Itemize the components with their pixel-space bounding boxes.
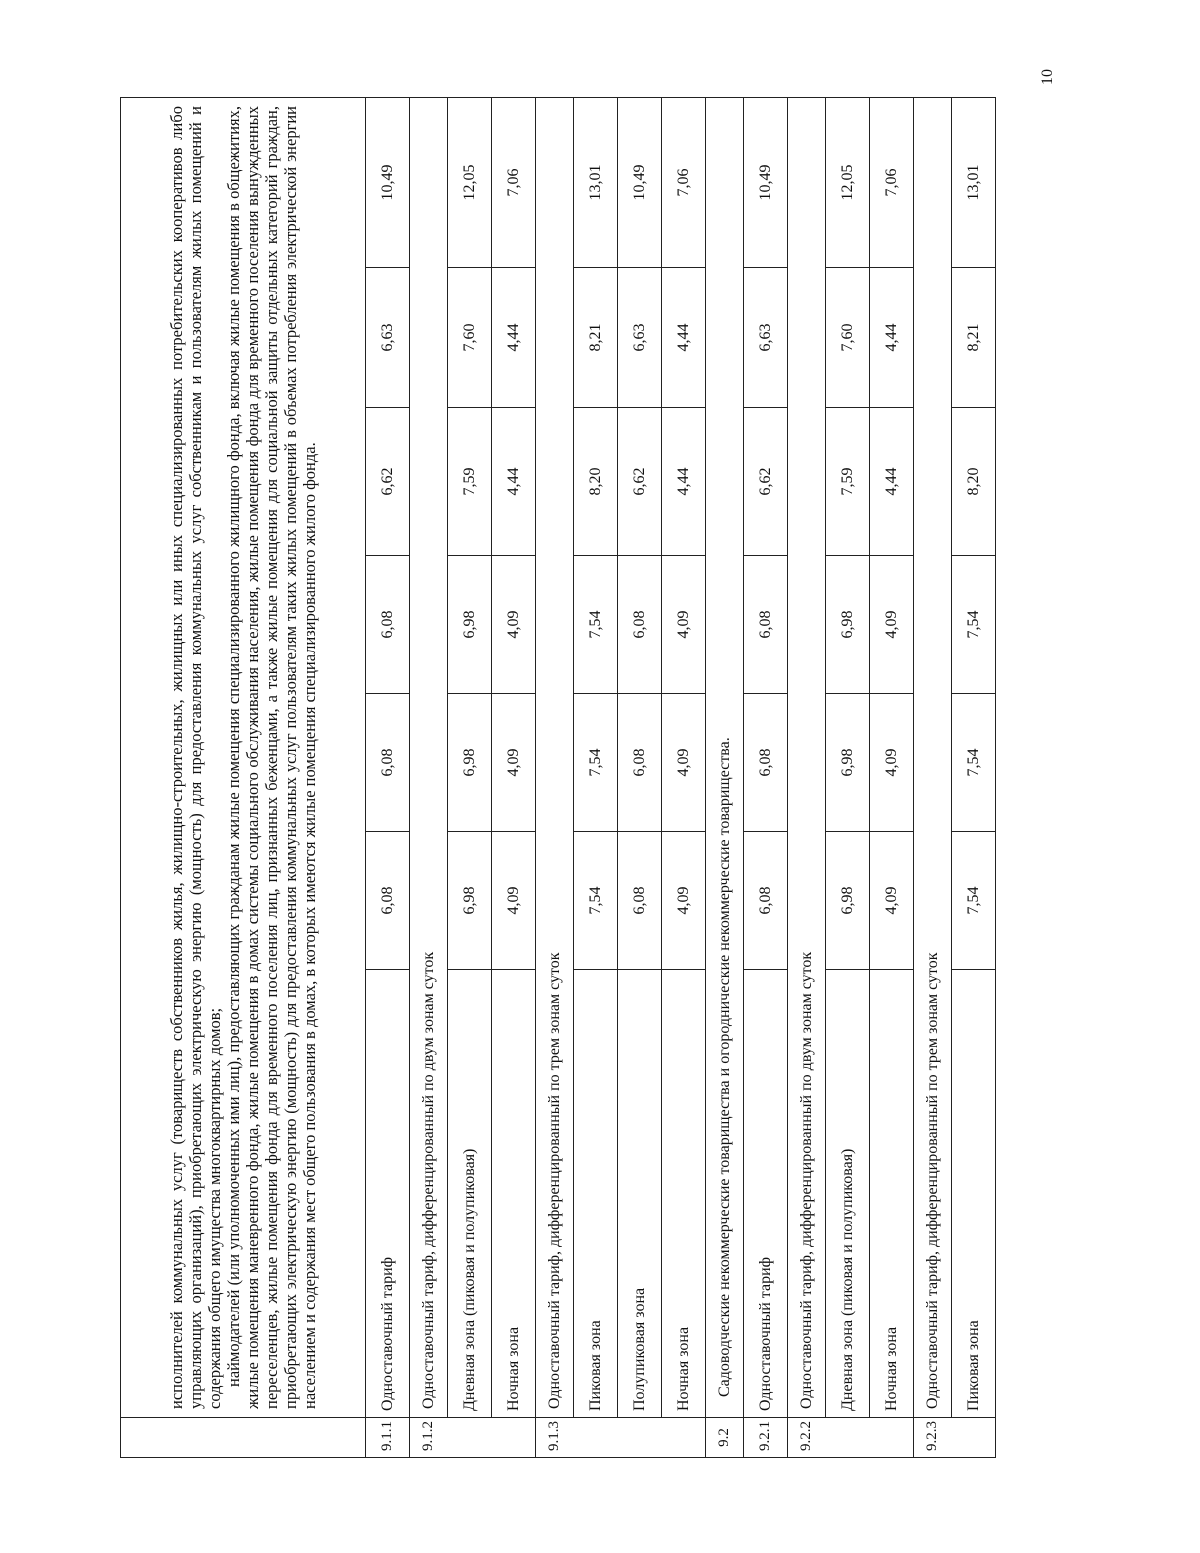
intro-text	[121, 97, 366, 1417]
tariff-value: 7,59	[448, 408, 492, 556]
tariff-value: 4,09	[492, 556, 536, 694]
tariff-value: 8,21	[574, 268, 618, 408]
row-name: Одноставочный тариф, дифференцированный по трем зонам суток	[914, 97, 952, 1417]
row-name: Ночная зона	[870, 970, 914, 1418]
row-name: Одноставочный тариф	[744, 970, 788, 1418]
row-name: Дневная зона (пиковая и полупиковая)	[448, 970, 492, 1418]
tariff-value: 6,63	[366, 268, 410, 408]
tariff-value: 13,01	[574, 97, 618, 267]
tariff-value: 7,54	[574, 694, 618, 832]
row-code: 9.2	[706, 1418, 744, 1458]
tariff-value: 10,49	[744, 97, 788, 267]
row-code	[574, 1418, 618, 1458]
table-section-row	[410, 97, 448, 1457]
table-row	[870, 97, 914, 1457]
table-row	[744, 97, 788, 1457]
row-code	[448, 1418, 492, 1458]
tariff-value: 13,01	[952, 97, 996, 267]
tariff-value: 7,06	[492, 97, 536, 267]
page-number: 10	[1039, 69, 1056, 85]
tariff-value: 4,44	[662, 408, 706, 556]
row-code: 9.1.1	[366, 1418, 410, 1458]
table-row	[826, 97, 870, 1457]
tariff-value: 6,62	[618, 408, 662, 556]
tariff-value: 4,09	[870, 694, 914, 832]
tariff-value: 7,54	[952, 694, 996, 832]
tariff-value: 6,08	[618, 556, 662, 694]
row-code	[952, 1418, 996, 1458]
row-name: Одноставочный тариф, дифференцированный по трем зонам суток	[536, 97, 574, 1417]
table-section-row	[536, 97, 574, 1457]
tariff-value: 4,09	[870, 832, 914, 970]
tariff-value: 10,49	[366, 97, 410, 267]
tariff-value: 7,54	[952, 556, 996, 694]
tariff-value: 7,60	[826, 268, 870, 408]
table-row	[952, 97, 996, 1457]
tariff-value: 4,44	[662, 268, 706, 408]
tariff-value: 6,08	[744, 832, 788, 970]
tariff-value: 6,63	[744, 268, 788, 408]
row-code	[662, 1418, 706, 1458]
tariff-value: 6,63	[618, 268, 662, 408]
tariff-value: 10,49	[618, 97, 662, 267]
row-name: Одноставочный тариф	[366, 970, 410, 1418]
row-code	[618, 1418, 662, 1458]
row-name: Пиковая зона	[952, 970, 996, 1418]
row-name: Одноставочный тариф, дифференцированный по двум зонам суток	[788, 97, 826, 1417]
tariff-value: 8,20	[952, 408, 996, 556]
tariff-value: 6,08	[366, 694, 410, 832]
tariff-value: 7,06	[662, 97, 706, 267]
tariff-value: 7,54	[574, 556, 618, 694]
table-row	[448, 97, 492, 1457]
tariff-value: 8,21	[952, 268, 996, 408]
tariff-value: 4,09	[662, 832, 706, 970]
row-code: 9.2.3	[914, 1418, 952, 1458]
tariff-value: 6,08	[744, 694, 788, 832]
tariff-value: 4,09	[662, 694, 706, 832]
table-section-row	[706, 97, 744, 1457]
row-name: Пиковая зона	[574, 970, 618, 1418]
tariff-value: 6,08	[744, 556, 788, 694]
intro-paragraph-2: наймодателей (или уполномоченных ими лиц), предоставляющих гражданам жилые помещения специализированного жилищного фонда, включая жилые помещения в общежитиях, жилые помещения маневренного фонда, жилые помещения в домах системы социального обслуживания населения, жилые помещения фонда для временного поселения вынужденных переселенцев, жилые помещения фонда для временного поселения лиц, признанных беженцами, а также жилые помещения для социальной защиты отдельных категорий граждан, приобретающих электрическую энергию (мощность) для предоставления коммунальных услуг пользователям таких жилых помещений в объемах потребления электрической энергии населением и содержания мест общего пользования в домах, в которых имеются жилые помещения специализированного жилого фонда.	[224, 105, 319, 1409]
table-row	[618, 97, 662, 1457]
intro-code-cell	[121, 1418, 366, 1458]
tariff-value: 6,98	[826, 556, 870, 694]
table-section-row	[914, 97, 952, 1457]
tariff-value: 6,98	[826, 832, 870, 970]
table-section-row	[788, 97, 826, 1457]
row-name: Садоводческие некоммерческие товарищества и огороднические некоммерческие товарищества.	[706, 97, 744, 1417]
tariff-value: 4,09	[492, 832, 536, 970]
intro-paragraph-1: исполнителей коммунальных услуг (товариществ собственников жилья, жилищно-строительных, жилищных или иных специализированных потребительских кооперативов либо управляющих организаций), приобретающих электрическую энергию (мощность) для предоставления коммунальных услуг собственникам и пользователям жилых помещений и содержания общего имущества многоквартирных домов;	[167, 105, 224, 1409]
tariff-value: 4,09	[662, 556, 706, 694]
row-name: Дневная зона (пиковая и полупиковая)	[826, 970, 870, 1418]
tariff-value: 6,98	[826, 694, 870, 832]
tariff-value: 4,44	[492, 268, 536, 408]
tariff-value: 4,44	[492, 408, 536, 556]
tariff-value: 7,54	[574, 832, 618, 970]
table-row	[662, 97, 706, 1457]
tariff-value: 4,44	[870, 268, 914, 408]
table-row	[492, 97, 536, 1457]
row-name: Ночная зона	[492, 970, 536, 1418]
row-name: Ночная зона	[662, 970, 706, 1418]
tariff-value: 12,05	[826, 97, 870, 267]
tariff-value: 7,59	[826, 408, 870, 556]
tariff-value: 4,09	[492, 694, 536, 832]
tariff-value: 6,98	[448, 556, 492, 694]
table-row	[366, 97, 410, 1457]
tariff-value: 4,44	[870, 408, 914, 556]
row-code: 9.1.3	[536, 1418, 574, 1458]
tariff-value: 7,60	[448, 268, 492, 408]
tariff-value: 8,20	[574, 408, 618, 556]
row-code	[870, 1418, 914, 1458]
tariff-value: 6,08	[366, 832, 410, 970]
tariff-value: 6,08	[618, 694, 662, 832]
row-name: Полупиковая зона	[618, 970, 662, 1418]
tariff-table	[120, 97, 996, 1458]
tariff-value: 6,98	[448, 832, 492, 970]
tariff-value: 7,06	[870, 97, 914, 267]
row-code	[826, 1418, 870, 1458]
tariff-value: 7,54	[952, 832, 996, 970]
row-code	[492, 1418, 536, 1458]
tariff-value: 4,09	[870, 556, 914, 694]
row-code: 9.2.1	[744, 1418, 788, 1458]
intro-row	[121, 97, 366, 1457]
table-row	[574, 97, 618, 1457]
tariff-value: 6,08	[366, 556, 410, 694]
row-code: 9.1.2	[410, 1418, 448, 1458]
tariff-value: 6,98	[448, 694, 492, 832]
tariff-value: 12,05	[448, 97, 492, 267]
row-code: 9.2.2	[788, 1418, 826, 1458]
tariff-value: 6,62	[366, 408, 410, 556]
row-name: Одноставочный тариф, дифференцированный по двум зонам суток	[410, 97, 448, 1417]
tariff-table-sheet	[120, 98, 1038, 1458]
tariff-value: 6,08	[618, 832, 662, 970]
tariff-value: 6,62	[744, 408, 788, 556]
